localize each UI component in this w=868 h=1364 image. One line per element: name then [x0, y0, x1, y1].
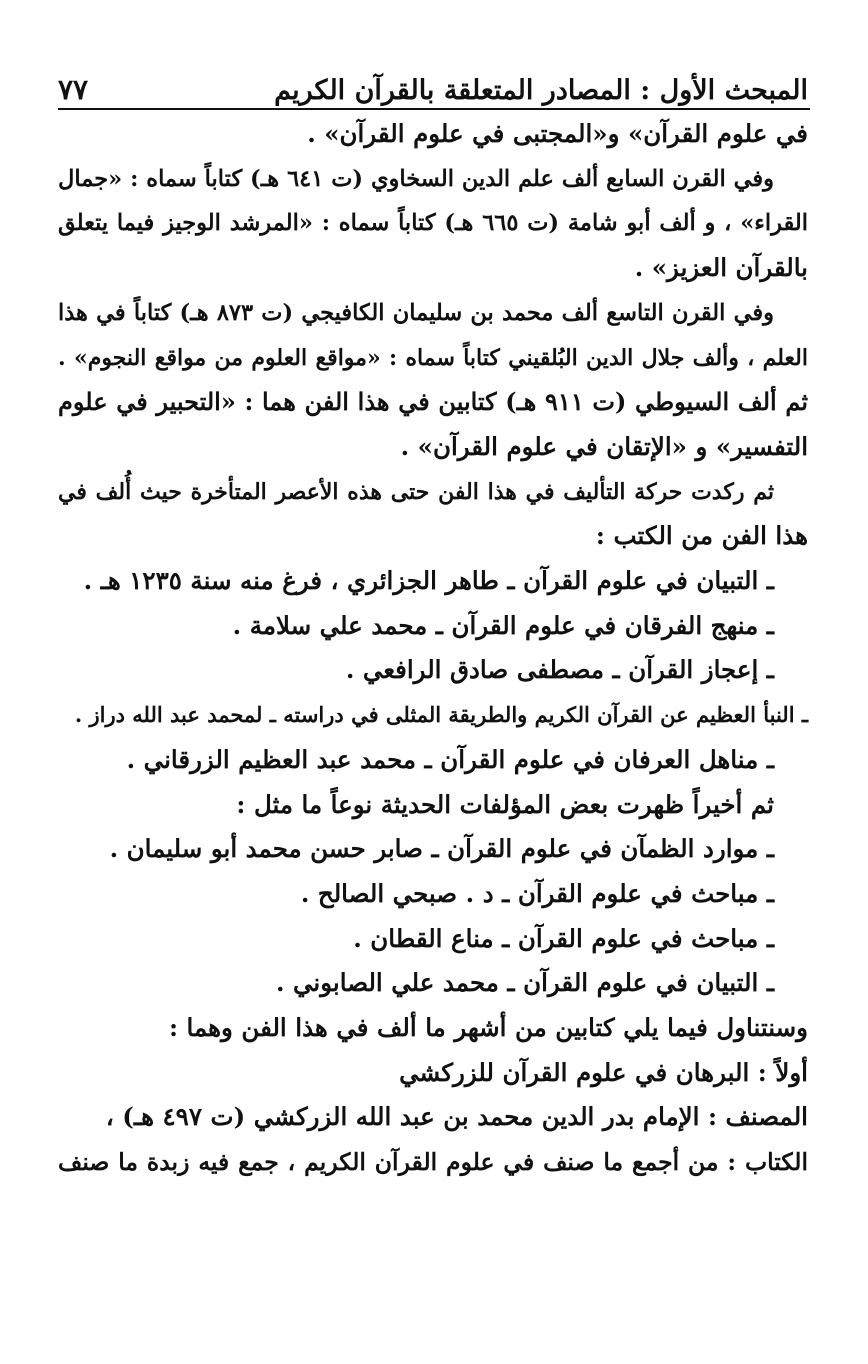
header-rule — [58, 108, 810, 110]
list-item: ـ مباحث في علوم القرآن ـ مناع القطان . — [353, 923, 774, 953]
text-line: وفي القرن التاسع ألف محمد بن سليمان الكافيجي (ت ٨٧٣ هـ) كتاباً في هذا — [58, 299, 774, 326]
page-body — [58, 112, 808, 1185]
text-line: في علوم القرآن» و«المجتبى في علوم القرآن» . — [307, 119, 808, 148]
list-item: ـ إعجاز القرآن ـ مصطفى صادق الرافعي . — [345, 655, 774, 685]
page-number: ٧٧ — [58, 73, 89, 106]
text-line: وفي القرن السابع ألف علم الدين السخاوي (ت ٦٤١ هـ) كتاباً سماه : «جمال — [58, 165, 774, 192]
list-item: ـ التبيان في علوم القرآن ـ محمد علي الصابوني . — [275, 968, 774, 998]
list-item: ـ التبيان في علوم القرآن ـ طاهر الجزائري ، فرغ منه سنة ١٢٣٥ هـ . — [83, 566, 774, 596]
text-line: ثم أخيراً ظهرت بعض المؤلفات الحديثة نوعاً ما مثل : — [236, 789, 774, 819]
text-line: ثم ألف السيوطي (ت ٩١١ هـ) كتابين في هذا الفن هما : «التحبير في علوم — [58, 387, 809, 417]
text-line: هذا الفن من الكتب : — [595, 521, 808, 551]
chapter-title: المبحث الأول : المصادر المتعلقة بالقرآن الكريم — [274, 75, 808, 106]
list-item: ـ مباحث في علوم القرآن ـ د . صبحي الصالح . — [300, 878, 774, 908]
text-line: بالقرآن العزيز» . — [634, 253, 808, 283]
text-line: العلم ، وألف جلال الدين البُلقيني كتاباً سماه : «مواقع العلوم من مواقع النجوم» . — [58, 344, 808, 371]
running-header — [58, 60, 808, 106]
text-line: التفسير» و «الإتقان في علوم القرآن» . — [400, 431, 808, 461]
list-item: ـ منهج الفرقان في علوم القرآن ـ محمد علي سلامة . — [232, 610, 774, 640]
text-line: وسنتناول فيما يلي كتابين من أشهر ما ألف في هذا الفن وهما : — [168, 1013, 808, 1043]
list-item: ـ النبأ العظيم عن القرآن الكريم والطريقة المثلى في دراسته ـ لمحمد عبد الله دراز . — [74, 702, 808, 728]
list-item: ـ مناهل العرفان في علوم القرآن ـ محمد عبد العظيم الزرقاني . — [126, 744, 774, 774]
text-line: ثم ركدت حركة التأليف في هذا الفن حتى هذه الأعصر المتأخرة حيث أُلف في — [58, 478, 774, 505]
section-heading: أولاً : البرهان في علوم القرآن للزركشي — [399, 1057, 808, 1087]
text-line: المصنف : الإمام بدر الدين محمد بن عبد الله الزركشي (ت ٤٩٧ هـ) ، — [105, 1102, 808, 1132]
text-line: القراء» ، و ألف أبو شامة (ت ٦٦٥ هـ) كتاباً سماه : «المرشد الوجيز فيما يتعلق — [58, 210, 808, 237]
text-line: الكتاب : من أجمع ما صنف في علوم القرآن الكريم ، جمع فيه زبدة ما صنف — [58, 1148, 808, 1177]
list-item: ـ موارد الظمآن في علوم القرآن ـ صابر حسن محمد أبو سليمان . — [109, 834, 774, 864]
